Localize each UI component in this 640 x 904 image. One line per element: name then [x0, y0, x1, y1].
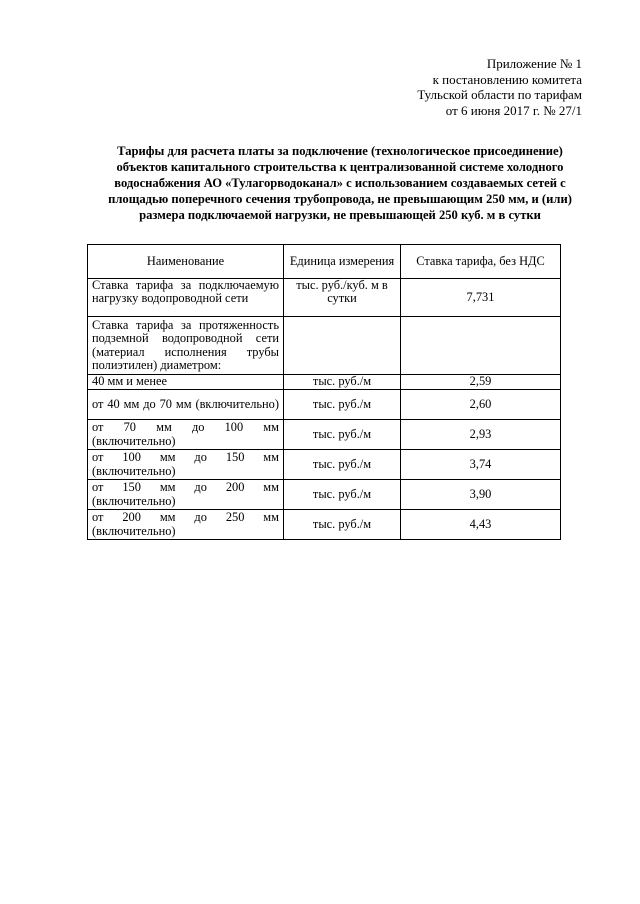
appendix-date: от 6 июня 2017 г. № 27/1 — [445, 102, 582, 118]
length-rate-name: Ставка тарифа за протяженность подземной водопроводной сети (материал исполнения трубы полиэтилен) диаметром: — [88, 317, 284, 375]
header-rate: Ставка тарифа, без НДС — [401, 245, 561, 279]
diameter-unit: тыс. руб./м — [284, 510, 401, 540]
load-rate-name: Ставка тарифа за подключаемую нагрузку водопроводной сети — [88, 279, 284, 317]
table-row — [88, 279, 561, 317]
appendix-number: Приложение № 1 — [486, 56, 582, 71]
load-rate-value: 7,731 — [401, 279, 561, 317]
diameter-name: от 150 мм до 200 мм (включительно) — [88, 480, 284, 510]
diameter-unit: тыс. руб./м — [284, 390, 401, 420]
length-rate-value-empty — [401, 317, 561, 375]
tariff-table — [87, 244, 561, 540]
document-title: Тарифы для расчета платы за подключение (технологическое присоединение) объектов капитального строительства к централизованной системе холодного водоснабжения АО «Тулагорводоканал» с использованием создаваемых сетей с площадью поперечного сечения трубопровода, не превышающим 250 мм, и (или) размера подключаемой нагрузки, не превышающей 250 куб. м в сутки — [108, 144, 572, 222]
diameter-name: от 40 мм до 70 мм (включительно) — [88, 390, 284, 420]
header-unit: Единица измерения — [284, 245, 401, 279]
diameter-rate: 3,74 — [401, 450, 561, 480]
appendix-committee: Тульской области по тарифам — [417, 87, 582, 102]
appendix-block — [417, 56, 582, 118]
table-header-row — [88, 245, 561, 279]
diameter-name: от 200 мм до 250 мм (включительно) — [88, 510, 284, 540]
diameter-name: 40 мм и менее — [88, 375, 284, 390]
table-row — [88, 375, 561, 390]
table-row — [88, 510, 561, 540]
table-row — [88, 390, 561, 420]
diameter-unit: тыс. руб./м — [284, 420, 401, 450]
diameter-unit: тыс. руб./м — [284, 450, 401, 480]
diameter-rate: 2,93 — [401, 420, 561, 450]
diameter-rate: 2,59 — [401, 375, 561, 390]
table-row — [88, 480, 561, 510]
table-row — [88, 420, 561, 450]
table-row — [88, 317, 561, 375]
diameter-name: от 70 мм до 100 мм (включительно) — [88, 420, 284, 450]
diameter-name: от 100 мм до 150 мм (включительно) — [88, 450, 284, 480]
header-name: Наименование — [88, 245, 284, 279]
diameter-rate: 2,60 — [401, 390, 561, 420]
diameter-unit: тыс. руб./м — [284, 480, 401, 510]
diameter-rate: 4,43 — [401, 510, 561, 540]
diameter-unit: тыс. руб./м — [284, 375, 401, 390]
appendix-resolution: к постановлению комитета — [432, 71, 582, 87]
length-rate-unit-empty — [284, 317, 401, 375]
load-rate-unit: тыс. руб./куб. м в сутки — [284, 279, 401, 317]
table-row — [88, 450, 561, 480]
diameter-rate: 3,90 — [401, 480, 561, 510]
